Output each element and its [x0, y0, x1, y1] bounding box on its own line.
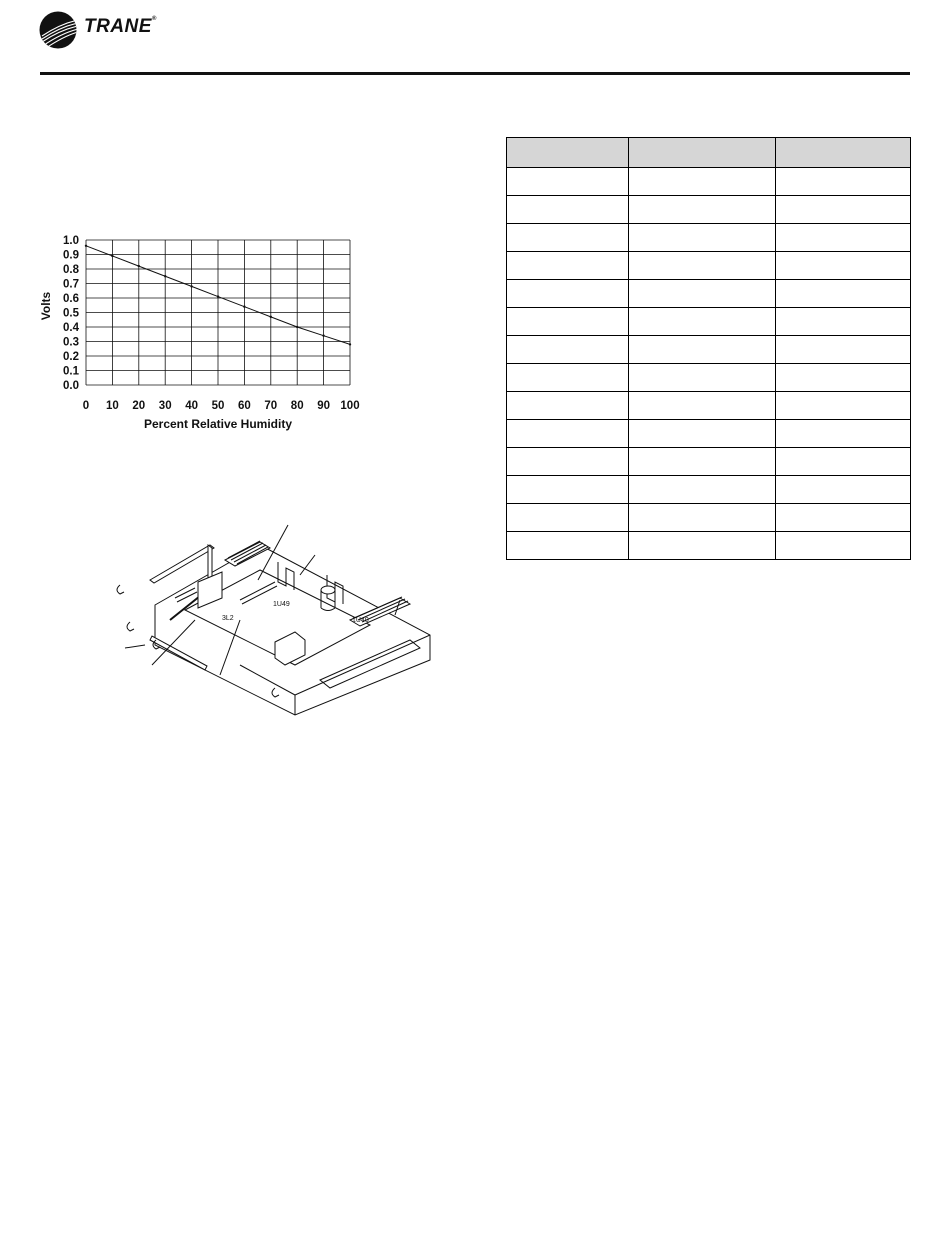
table-cell: [629, 252, 776, 280]
data-point: [190, 285, 192, 287]
table-cell: [507, 168, 629, 196]
table-cell: [776, 448, 911, 476]
table-cell: [507, 336, 629, 364]
table-header-cell: [507, 138, 629, 168]
table-cell: [776, 308, 911, 336]
x-tick-label: 70: [264, 400, 278, 412]
table-cell: [507, 224, 629, 252]
table-row: [507, 532, 911, 560]
y-tick-label: 0.7: [63, 278, 79, 291]
table-cell: [507, 252, 629, 280]
y-tick-label: 0.6: [63, 293, 79, 305]
data-point: [85, 245, 87, 247]
table-cell: [507, 420, 629, 448]
table-row: [507, 448, 911, 476]
table-row: [507, 336, 911, 364]
table-cell: [507, 308, 629, 336]
table-cell: [507, 392, 629, 420]
table-cell: [629, 364, 776, 392]
table-row: [507, 504, 911, 532]
data-point: [349, 343, 351, 345]
table-row: [507, 252, 911, 280]
table-row: [507, 308, 911, 336]
table-cell: [776, 420, 911, 448]
x-tick-label: 80: [290, 400, 304, 412]
header-rule: [40, 72, 910, 75]
table-cell: [629, 336, 776, 364]
table-cell: [629, 224, 776, 252]
label-1u49: 1U49: [273, 601, 290, 608]
table-cell: [507, 532, 629, 560]
data-point: [296, 326, 298, 328]
table-cell: [776, 196, 911, 224]
y-tick-label: 0.2: [63, 351, 79, 363]
label-1u40: 1U40: [352, 617, 369, 624]
data-point: [217, 295, 219, 297]
table-row: [507, 224, 911, 252]
table-cell: [629, 280, 776, 308]
table-cell: [507, 476, 629, 504]
table-cell: [629, 504, 776, 532]
table-cell: [629, 448, 776, 476]
table-cell: [629, 168, 776, 196]
table-cell: [776, 392, 911, 420]
table-cell: [507, 196, 629, 224]
data-point: [164, 275, 166, 277]
x-tick-label: 40: [185, 400, 198, 412]
table-header-row: [507, 138, 911, 168]
data-point: [270, 316, 272, 318]
table-row: [507, 420, 911, 448]
table-cell: [776, 532, 911, 560]
table-cell: [776, 336, 911, 364]
trane-logo-icon: [38, 10, 78, 50]
y-tick-label: 0.8: [63, 264, 79, 276]
chart-grid: [86, 240, 350, 385]
circuit-board-drawing: [110, 520, 440, 720]
y-tick-label: 0.0: [63, 380, 79, 392]
y-tick-label: 0.5: [63, 307, 79, 320]
table-header-cell: [776, 138, 911, 168]
x-tick-label: 100: [340, 400, 360, 412]
table-cell: [629, 308, 776, 336]
humidity-voltage-chart: [30, 210, 380, 440]
table-cell: [629, 196, 776, 224]
table-row: [507, 280, 911, 308]
y-tick-label: 0.3: [63, 336, 79, 349]
x-tick-label: 90: [317, 400, 330, 412]
table-cell: [776, 252, 911, 280]
x-tick-label: 20: [132, 400, 146, 412]
data-point: [111, 255, 113, 257]
x-tick-label: 60: [238, 400, 251, 412]
data-point: [243, 306, 245, 308]
brand-name: TRANE®: [84, 16, 157, 37]
x-tick-label: 0: [82, 400, 90, 412]
y-tick-label: 0.1: [63, 365, 79, 378]
table-cell: [776, 504, 911, 532]
y-tick-label: 0.4: [63, 322, 79, 334]
table-cell: [776, 168, 911, 196]
table-header-cell: [629, 138, 776, 168]
x-axis-ticks: [83, 400, 360, 412]
table-row: [507, 476, 911, 504]
table-cell: [629, 476, 776, 504]
table-cell: [776, 280, 911, 308]
table-cell: [776, 224, 911, 252]
table-cell: [776, 364, 911, 392]
table-cell: [629, 420, 776, 448]
table-cell: [507, 504, 629, 532]
table-cell: [507, 280, 629, 308]
table-row: [507, 364, 911, 392]
table-cell: [629, 532, 776, 560]
table-row: [507, 168, 911, 196]
data-point: [138, 265, 140, 267]
x-tick-label: 30: [158, 400, 172, 412]
table-row: [507, 196, 911, 224]
x-tick-label: 10: [106, 400, 119, 412]
table-cell: [507, 364, 629, 392]
data-point: [322, 335, 324, 337]
y-axis-ticks: [63, 235, 80, 392]
x-axis-label: Percent Relative Humidity: [143, 417, 293, 431]
data-table: [506, 137, 911, 560]
y-axis-label: Volts: [39, 291, 53, 321]
y-tick-label: 0.9: [63, 249, 79, 262]
table-row: [507, 392, 911, 420]
label-3l2: 3L2: [222, 615, 234, 622]
x-tick-label: 50: [211, 400, 225, 412]
table-cell: [629, 392, 776, 420]
table-cell: [507, 448, 629, 476]
y-tick-label: 1.0: [63, 235, 79, 247]
table-cell: [776, 476, 911, 504]
